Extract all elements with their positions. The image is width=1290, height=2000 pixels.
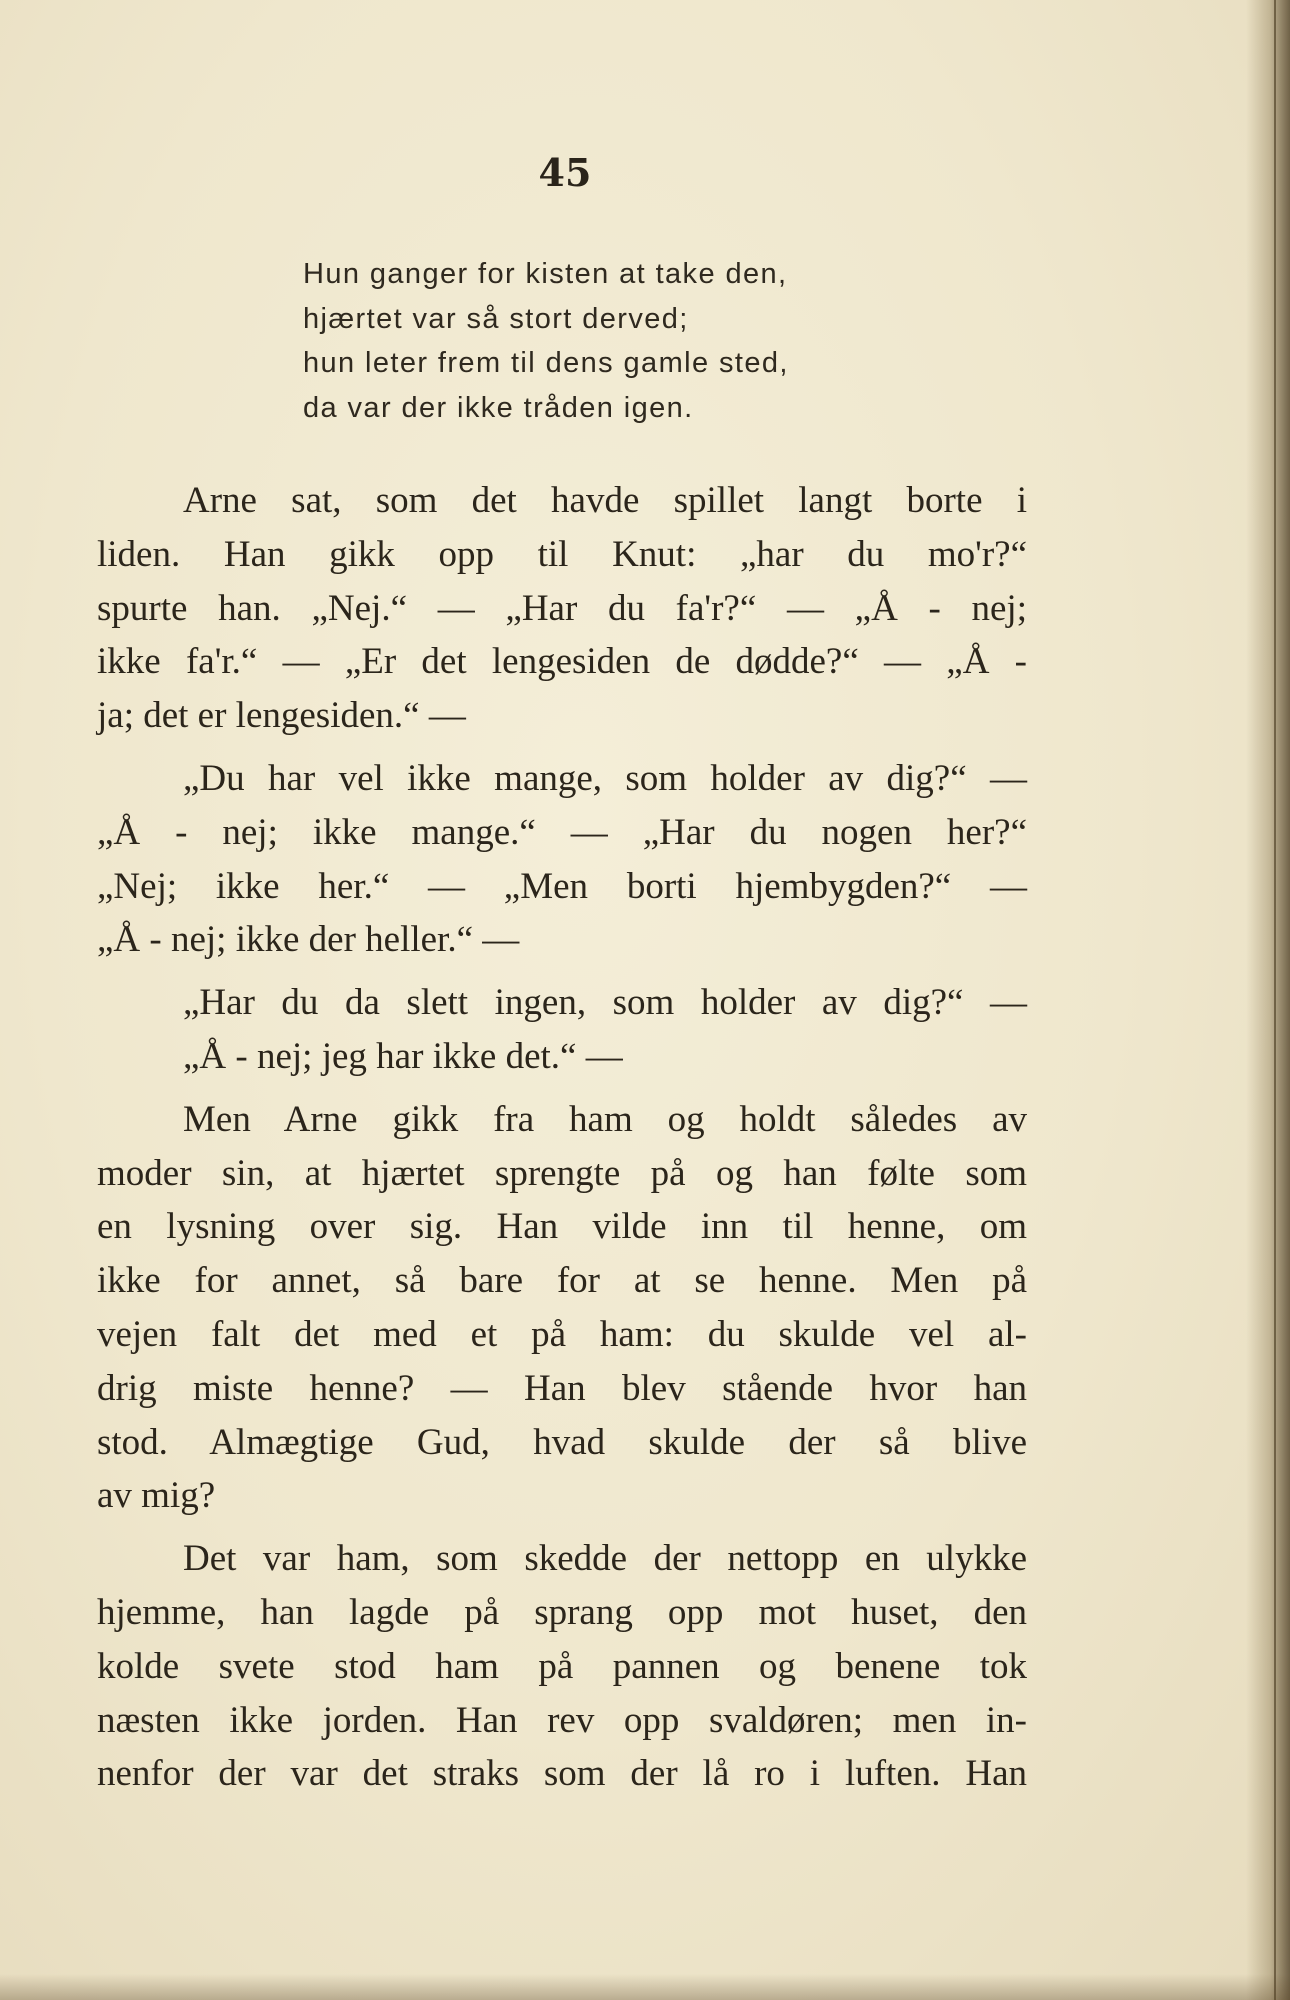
text-line: en lysning over sig. Han vilde inn til henne, om <box>97 1206 1027 1248</box>
binding-edge <box>1274 0 1276 2000</box>
text-line: Arne sat, som det havde spillet langt borte i <box>183 480 1027 521</box>
page-bottom-shadow <box>0 1974 1290 2000</box>
text-line: stod. Almægtige Gud, hvad skulde der så blive <box>97 1421 1027 1463</box>
text-line: moder sin, at hjærtet sprengte på og han følte som <box>97 1152 1027 1194</box>
text-line: ikke for annet, så bare for at se henne. Men på <box>97 1260 1027 1302</box>
text-line: ja; det er lengesiden.“ — <box>97 695 466 737</box>
text-line: næsten ikke jorden. Han rev opp svaldøren; men in- <box>97 1699 1027 1741</box>
verse-line: hun leter frem til dens gamle sted, <box>303 347 789 379</box>
page-number: 45 <box>538 150 592 195</box>
text-line: drig miste henne? — Han blev stående hvor han <box>97 1367 1027 1409</box>
paragraph-1 <box>97 474 1027 743</box>
text-line: nenfor der var det straks som der lå ro i luften. Han <box>97 1753 1027 1795</box>
text-line: liden. Han gikk opp til Knut: „har du mo'r?“ <box>97 533 1027 575</box>
text-line: „Å - nej; ikke mange.“ — „Har du nogen her?“ <box>97 811 1027 853</box>
text-line: „Å - nej; ikke der heller.“ — <box>97 919 520 961</box>
text-line: hjemme, han lagde på sprang opp mot huset, den <box>97 1591 1027 1633</box>
paragraph-4 <box>97 1093 1027 1523</box>
text-line: ikke fa'r.“ — „Er det lengesiden de døddе?“ — „Å - <box>97 641 1027 683</box>
text-line: spurte han. „Nej.“ — „Har du fa'r?“ — „Å - nej; <box>97 587 1027 629</box>
verse-block <box>303 252 923 430</box>
text-line: „Du har vel ikke mange, som holder av dig?“ — <box>183 757 1027 799</box>
text-line: „Har du da slett ingen, som holder av dig?“ — <box>183 982 1027 1024</box>
verse-line: hjærtet var så stort derved; <box>303 302 689 335</box>
text-line: „Nej; ikke her.“ — „Men borti hjembygden?“ — <box>97 865 1027 907</box>
binding-shadow <box>1246 0 1290 2000</box>
paragraph-3 <box>97 976 1027 1084</box>
paragraph-5 <box>97 1532 1027 1801</box>
text-line: av mig? <box>97 1475 216 1517</box>
text-line: Det var ham, som skedde der nettopp en ulykke <box>183 1538 1027 1580</box>
text-line: vejen falt det med et på ham: du skulde vel al- <box>97 1313 1027 1355</box>
verse-line: da var der ikke tråden igen. <box>303 391 694 424</box>
verse-line: Hun ganger for kisten at take den, <box>303 258 788 290</box>
paragraph-2 <box>97 752 1027 967</box>
text-line: „Å - nej; jeg har ikke det.“ — <box>183 1035 623 1077</box>
text-line: kolde svete stod ham på pannen og benene tok <box>97 1645 1027 1687</box>
text-line: Men Arne gikk fra ham og holdt således av <box>183 1098 1027 1140</box>
prose-body <box>97 474 1027 1810</box>
